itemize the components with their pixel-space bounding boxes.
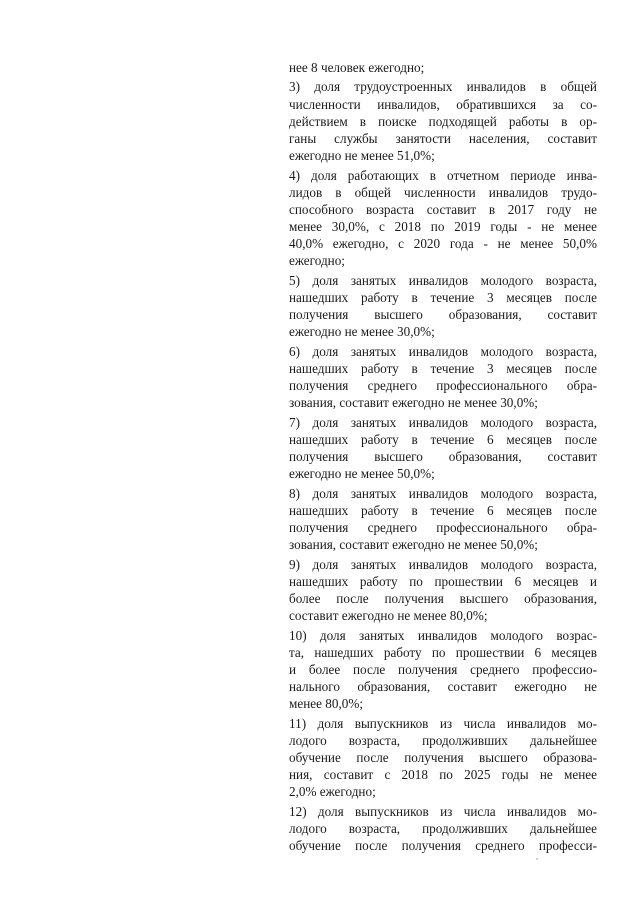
text-line: 9) доля занятых инвалидов молодого возраста, (289, 556, 597, 572)
text-line: ежегодно не менее 30,0%; (289, 324, 435, 340)
text-line: 11) доля выпускников из числа инвалидов мо- (289, 715, 597, 731)
scan-speck (536, 858, 538, 860)
paragraph-item-11 (289, 715, 597, 801)
paragraph-item-12 (289, 803, 597, 855)
text-line: получения среднего профессионального обра- (289, 520, 597, 535)
paragraph-item-5 (289, 272, 597, 341)
text-line: зования, составит ежегодно не менее 50,0%; (289, 537, 538, 553)
text-line: 40,0% ежегодно, с 2020 года - не менее 50,0% (289, 236, 597, 252)
text-line: получения среднего профессионального обра- (289, 378, 597, 394)
text-line: составит ежегодно не менее 80,0%; (289, 608, 488, 624)
text-line: ежегодно не менее 51,0%; (289, 148, 435, 164)
text-line: 2,0% ежегодно; (289, 784, 376, 800)
text-line: получения высшего образования, составит (289, 307, 597, 323)
text-line: ганы службы занятости населения, составит (289, 130, 597, 146)
paragraph-item-3 (289, 78, 597, 164)
text-column (289, 59, 597, 854)
text-line: способного возраста составит в 2017 году не (289, 201, 597, 217)
paragraph-item-8 (289, 485, 597, 554)
text-line: более после получения высшего образования, (289, 590, 597, 606)
text-line: нашедших работу в течение 6 месяцев после (289, 502, 597, 518)
paragraph-item-10 (289, 627, 597, 713)
text-line: 4) доля работающих в отчетном периоде инва- (289, 167, 597, 183)
text-line: и более после получения среднего профессио- (289, 661, 597, 677)
paragraph-item-7 (289, 414, 597, 483)
text-line: нашедших работу в течение 6 месяцев после (289, 431, 597, 447)
text-line: 12) доля выпускников из числа инвалидов мо- (289, 803, 597, 819)
text-line: 6) доля занятых инвалидов молодого возраста, (289, 343, 597, 359)
text-line: получения высшего образования, составит (289, 449, 597, 465)
text-line: зования, составит ежегодно не менее 30,0%; (289, 395, 538, 411)
text-line: ния, составит с 2018 по 2025 годы не менее (289, 767, 597, 783)
text-line: численности инвалидов, обратившихся за со- (289, 96, 597, 112)
text-line: 10) доля занятых инвалидов молодого возрас- (289, 627, 597, 643)
paragraph-item-6 (289, 343, 597, 412)
text-line: нашедших работу по прошествии 6 месяцев и (289, 573, 597, 589)
text-line: менее 80,0%; (289, 696, 363, 712)
text-line: лидов в общей численности инвалидов трудо- (289, 184, 597, 200)
text-line: обучение после получения высшего образова- (289, 750, 597, 765)
text-line: менее 30,0%, с 2018 по 2019 годы - не менее (289, 219, 597, 235)
text-line: лодого возраста, продолживших дальнейшее (289, 732, 597, 748)
text-line: ежегодно не менее 50,0%; (289, 466, 435, 482)
text-line: нашедших работу в течение 3 месяцев после (289, 360, 597, 376)
text-line: обучение после получения среднего професси- (289, 838, 597, 854)
text-line: нее 8 человек ежегодно; (289, 60, 425, 75)
text-line: нального образования, составит ежегодно не (289, 679, 597, 695)
paragraph-item-4 (289, 167, 597, 270)
text-line: ежегодно; (289, 253, 345, 269)
text-line: 3) доля трудоустроенных инвалидов в общей (289, 79, 597, 95)
paragraph-intro-tail (289, 59, 597, 76)
text-line: 5) доля занятых инвалидов молодого возраста, (289, 272, 597, 288)
text-line: нашедших работу в течение 3 месяцев после (289, 290, 597, 305)
text-line: та, нашедших работу по прошествии 6 месяцев (289, 644, 597, 660)
text-line: 8) доля занятых инвалидов молодого возраста, (289, 485, 597, 501)
paragraph-item-9 (289, 556, 597, 625)
text-line: лодого возраста, продолживших дальнейшее (289, 820, 597, 836)
text-line: 7) доля занятых инвалидов молодого возраста, (289, 414, 597, 430)
text-line: действием в поиске подходящей работы в ор- (289, 113, 597, 129)
